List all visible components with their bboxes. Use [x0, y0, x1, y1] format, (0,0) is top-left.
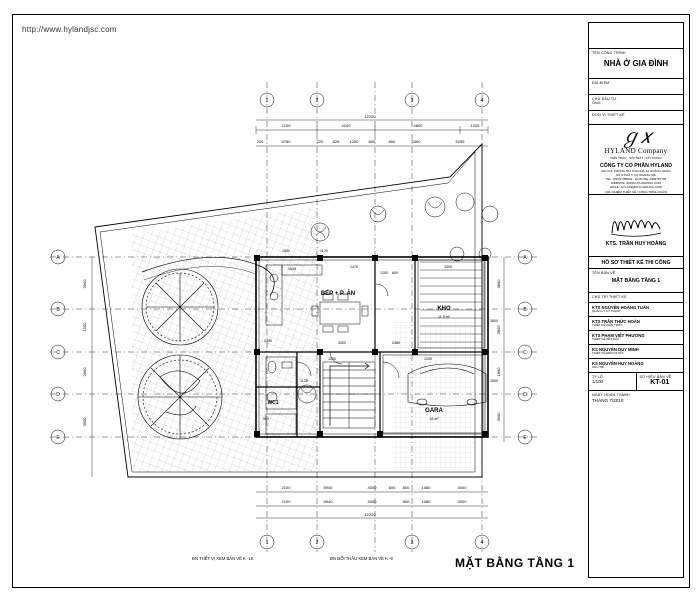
tb-date: [589, 391, 683, 405]
svg-text:4000: 4000: [367, 499, 377, 504]
floor-plan-drawing: [20, 22, 580, 578]
svg-text:11.5 m²: 11.5 m²: [438, 315, 450, 319]
tb-chief-architect: [589, 195, 683, 257]
svg-text:3800: 3800: [490, 319, 498, 323]
svg-text:18 m²: 18 m²: [429, 417, 439, 421]
svg-text:4: 4: [480, 98, 484, 104]
company-account: CHỦ NHIỆM THIẾT KẾ / CÔNG TRÌNH NGÂN: [604, 189, 668, 194]
svg-text:600: 600: [388, 485, 396, 490]
signature-mark: ℊ𝑥: [620, 126, 652, 148]
team-member-1: [589, 303, 683, 317]
tb-address-label: ĐỊA ĐIỂM: [592, 81, 610, 85]
svg-text:3900: 3900: [496, 412, 501, 422]
tb-scale-value: 1/100: [592, 379, 603, 385]
company-address-2: SỐ 9 PHỐ T. TỰ KHANH NỘI: [616, 173, 656, 178]
svg-text:3900: 3900: [82, 417, 87, 427]
company-email: EMAIL: HYLAND@HYLANDJSC.COM: [610, 185, 662, 190]
svg-text:D: D: [523, 392, 527, 398]
svg-text:WC1: WC1: [267, 400, 279, 406]
team-member-2-role: THIẾT KẾ KIẾN TRÚC: [592, 323, 623, 328]
tb-designer-label: ĐƠN VỊ THIẾT KẾ: [592, 113, 625, 117]
company-website: WEBSITE: WWW.HYLANDJSC.COM: [610, 181, 661, 186]
tb-date-value: THÁNG 7/2010: [592, 397, 624, 403]
svg-text:200: 200: [256, 139, 264, 144]
svg-text:2: 2: [315, 98, 319, 104]
svg-text:220: 220: [316, 139, 324, 144]
svg-text:1025: 1025: [470, 123, 480, 128]
company-address-1: ĐỊA CHỈ: PHÒNG 504 TÒA NHÀ A2 HOÀNG NGÂN: [601, 169, 671, 174]
svg-text:4000: 4000: [457, 485, 467, 490]
svg-text:600: 600: [392, 271, 398, 275]
svg-text:12220: 12220: [364, 114, 376, 119]
team-member-4-name: KS NGUYỄN DUY MINH: [592, 347, 639, 352]
tb-blank-top: [589, 23, 683, 49]
svg-text:1800: 1800: [282, 249, 290, 253]
svg-text:1: 1: [265, 540, 269, 546]
tb-designer-label-cell: [589, 111, 683, 125]
chief-architect-name: KTS. TRẦN HUY HOÀNG: [605, 241, 667, 247]
svg-text:12220: 12220: [364, 512, 376, 517]
svg-text:3900: 3900: [82, 279, 87, 289]
tb-scale: [589, 373, 637, 390]
tb-sheet-no-value: KT-01: [650, 379, 670, 387]
tb-sheet-no-label: SỐ HIỆU BẢN VẼ: [639, 375, 672, 379]
svg-text:1120: 1120: [320, 249, 328, 253]
svg-text:2100: 2100: [281, 485, 291, 490]
svg-text:3390: 3390: [264, 339, 272, 343]
tb-sheet-name: [589, 269, 683, 293]
svg-text:KHO: KHO: [437, 306, 451, 312]
tb-investor-label: CHỦ ĐẦU TƯ: [592, 97, 617, 101]
svg-text:5940: 5940: [323, 499, 333, 504]
svg-text:4000: 4000: [457, 499, 467, 504]
team-member-1-role: QUẢN LÝ KỸ THUẬT: [592, 309, 621, 314]
tb-date-label: NGÀY HOÀN THÀNH: [592, 393, 630, 398]
svg-text:1200: 1200: [380, 271, 388, 275]
svg-text:E: E: [56, 435, 60, 441]
svg-text:900: 900: [263, 417, 269, 421]
team-member-5-role: CHỦ TRÌ: [592, 365, 605, 370]
svg-text:5295: 5295: [455, 139, 465, 144]
svg-text:3800: 3800: [496, 279, 501, 289]
svg-text:A: A: [523, 255, 527, 261]
tb-company: [589, 125, 683, 195]
svg-text:1: 1: [265, 98, 269, 104]
svg-text:2480: 2480: [392, 341, 400, 345]
svg-text:1050: 1050: [328, 357, 336, 361]
tb-team-label-cell: [589, 293, 683, 303]
svg-text:3300: 3300: [411, 139, 421, 144]
note-right: ĐN ĐỔI THẦU XEM BẢN VẼ K -9: [330, 556, 393, 561]
svg-text:5940: 5940: [323, 485, 333, 490]
svg-text:E: E: [523, 435, 527, 441]
svg-text:2100: 2100: [281, 499, 291, 504]
team-member-3: [589, 331, 683, 345]
title-block: [588, 22, 684, 578]
tb-project: [589, 49, 683, 79]
svg-text:3300: 3300: [444, 265, 452, 269]
svg-text:B: B: [56, 307, 60, 313]
svg-text:4100: 4100: [341, 123, 351, 128]
team-member-1-name: KTS NGUYỄN HOÀNG TUẤN: [592, 305, 649, 310]
svg-text:1080: 1080: [421, 499, 431, 504]
company-full-name: CÔNG TY CỔ PHẦN HYLAND: [600, 162, 672, 169]
tb-investor: [589, 95, 683, 111]
tb-sheet-name-label: TÊN BẢN VẼ: [592, 271, 616, 275]
svg-text:C: C: [523, 350, 527, 356]
svg-text:800: 800: [402, 485, 410, 490]
svg-text:2100: 2100: [281, 123, 291, 128]
svg-text:1470: 1470: [350, 265, 358, 269]
svg-text:1800: 1800: [496, 367, 501, 377]
company-sub: KIẾN TRÚC - NỘI THẤT - XÂY DỰNG: [610, 155, 662, 160]
team-member-4-role: THIẾT KẾ ĐIỆN NƯỚC: [592, 351, 624, 356]
company-tel: TEL: (04)62 685631 - HOTLINE: 0983797705: [605, 177, 667, 182]
svg-text:3: 3: [410, 540, 414, 546]
svg-text:3: 3: [410, 98, 414, 104]
team-member-5: [589, 359, 683, 373]
svg-text:1200: 1200: [424, 357, 432, 361]
svg-text:800: 800: [402, 499, 410, 504]
team-member-3-name: KTS PHẠM VIỆT PHƯƠNG: [592, 333, 645, 338]
svg-text:1200: 1200: [349, 139, 359, 144]
svg-text:1125: 1125: [300, 379, 308, 383]
page-title: MẶT BẰNG TẦNG 1: [455, 556, 575, 570]
team-member-4: [589, 345, 683, 359]
tb-scale-label: TỶ LỆ: [592, 375, 603, 379]
svg-text:600: 600: [368, 139, 376, 144]
company-logo-name: HYLAND Company: [604, 147, 668, 155]
svg-text:1500: 1500: [82, 322, 87, 332]
tb-address: [589, 79, 683, 95]
svg-text:2800: 2800: [82, 367, 87, 377]
svg-text:4000: 4000: [367, 485, 377, 490]
svg-text:C: C: [56, 350, 60, 356]
svg-text:D: D: [56, 392, 60, 398]
svg-text:B: B: [523, 307, 527, 313]
tb-project-label: TÊN CÔNG TRÌNH: [592, 51, 626, 55]
svg-text:1800: 1800: [490, 379, 498, 383]
svg-text:4800: 4800: [413, 123, 423, 128]
tb-team-label: CHỦ TRÌ THIẾT KẾ: [592, 295, 627, 299]
svg-text:3300: 3300: [338, 341, 346, 345]
tb-sheet-name-value: MẶT BẰNG TẦNG 1: [611, 278, 661, 285]
svg-text:BẾP + P. ĂN: BẾP + P. ĂN: [320, 291, 356, 297]
tb-record-label: HỒ SƠ THIẾT KẾ THI CÔNG: [589, 257, 683, 269]
svg-text:3780: 3780: [281, 139, 291, 144]
note-left: ĐN THỂT VỊ XEM BẢN VẼ K -1K: [192, 556, 254, 561]
tb-project-value: NHÀ Ở GIA ĐÌNH: [603, 59, 669, 69]
svg-text:625: 625: [332, 139, 340, 144]
team-member-2-name: KTS TRẦN THỨC HOÀN: [592, 319, 640, 324]
handwritten-signature-icon: [608, 203, 664, 237]
team-member-3-role: THIẾT KẾ KẾT CẤU: [592, 337, 620, 342]
tb-sheet-no: [637, 373, 684, 390]
watermark-url: http://www.hylandjsc.com: [22, 25, 117, 34]
team-member-5-name: KS NGUYỄN HUY HOÀNG: [592, 361, 644, 366]
svg-text:2: 2: [315, 540, 319, 546]
svg-text:GARA: GARA: [425, 408, 443, 414]
svg-text:3800: 3800: [496, 325, 501, 335]
svg-text:1545: 1545: [288, 267, 296, 271]
tb-investor-value: ÔNG: [592, 101, 601, 106]
svg-text:A: A: [56, 255, 60, 261]
svg-text:1080: 1080: [421, 485, 431, 490]
svg-text:4: 4: [480, 540, 484, 546]
svg-text:800: 800: [388, 139, 396, 144]
team-member-2: [589, 317, 683, 331]
